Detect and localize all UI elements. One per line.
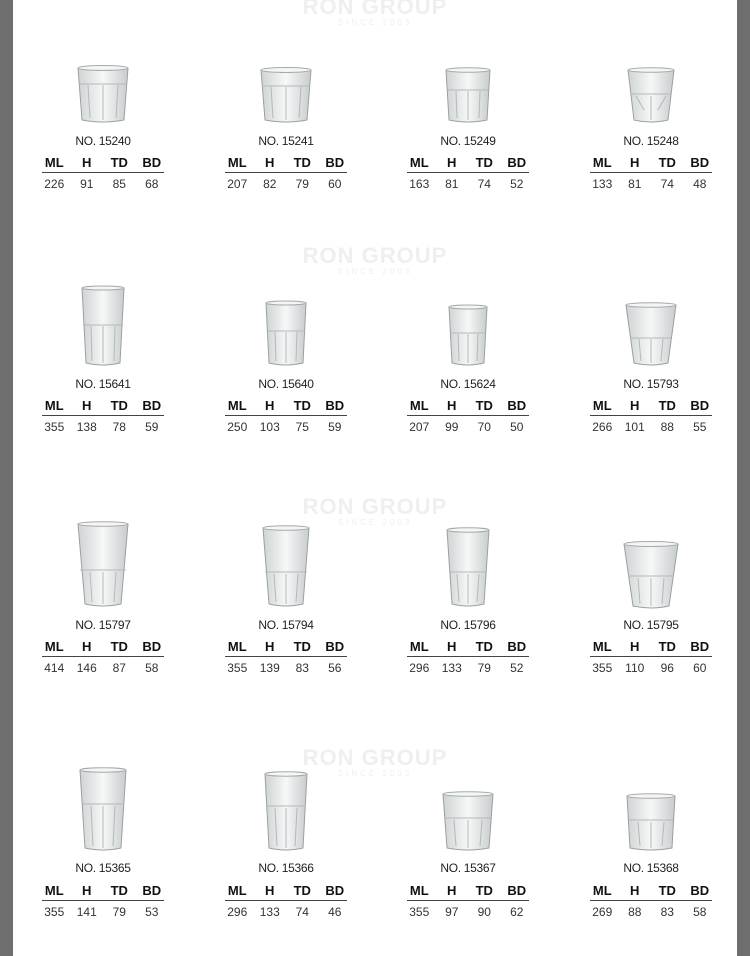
spec-table: ML H TD BD 414 146 87 58	[38, 639, 168, 675]
spec-table: ML H TD BD 133 81 74 48	[586, 155, 716, 191]
glass-image	[403, 283, 533, 373]
product-number: NO. 15796	[440, 618, 496, 632]
spec-table: ML H TD BD 163 81 74 52	[403, 155, 533, 191]
watermark: RON GROUP SINCE 2003	[302, 494, 448, 527]
spec-table: ML H TD BD 296 133 79 52	[403, 639, 533, 675]
spec-table: ML H TD BD 269 88 83 58	[586, 883, 716, 919]
glass-image	[403, 520, 533, 610]
product-number: NO. 15793	[623, 377, 679, 391]
watermark: RON GROUP SINCE 2003	[302, 243, 448, 276]
spec-table: ML H TD BD 355 110 96 60	[586, 639, 716, 675]
glass-image	[586, 766, 716, 856]
glass-image	[221, 766, 351, 856]
spec-table: ML H TD BD 296 133 74 46	[221, 883, 351, 919]
spec-table: ML H TD BD 355 138 78 59	[38, 398, 168, 434]
glass-image	[403, 766, 533, 856]
product-number: NO. 15795	[623, 618, 679, 632]
glass-image	[586, 50, 716, 140]
glass-image	[586, 520, 716, 610]
glass-image	[221, 520, 351, 610]
product-number: NO. 15624	[440, 377, 496, 391]
spec-table: ML H TD BD 355 139 83 56	[221, 639, 351, 675]
glass-image	[38, 50, 168, 140]
spec-table: ML H TD BD 207 99 70 50	[403, 398, 533, 434]
glass-image	[403, 50, 533, 140]
product-number: NO. 15248	[623, 134, 679, 148]
product-number: NO. 15641	[75, 377, 131, 391]
product-number: NO. 15640	[258, 377, 314, 391]
product-number: NO. 15241	[258, 134, 314, 148]
glass-image	[221, 50, 351, 140]
catalog-page	[13, 0, 737, 956]
spec-table: ML H TD BD 266 101 88 55	[586, 398, 716, 434]
glass-image	[38, 283, 168, 373]
product-number: NO. 15366	[258, 861, 314, 875]
spec-table: ML H TD BD 207 82 79 60	[221, 155, 351, 191]
watermark: RON GROUP SINCE 2003	[302, 745, 448, 778]
product-number: NO. 15797	[75, 618, 131, 632]
glass-image	[586, 283, 716, 373]
product-number: NO. 15249	[440, 134, 496, 148]
glass-image	[38, 766, 168, 856]
product-number: NO. 15367	[440, 861, 496, 875]
glass-image	[221, 283, 351, 373]
product-number: NO. 15365	[75, 861, 131, 875]
watermark: RON GROUP SINCE 2003	[302, 0, 448, 27]
spec-table: ML H TD BD 226 91 85 68	[38, 155, 168, 191]
product-number: NO. 15368	[623, 861, 679, 875]
spec-table: ML H TD BD 355 141 79 53	[38, 883, 168, 919]
spec-table: ML H TD BD 250 103 75 59	[221, 398, 351, 434]
product-number: NO. 15240	[75, 134, 131, 148]
spec-table: ML H TD BD 355 97 90 62	[403, 883, 533, 919]
glass-image	[38, 520, 168, 610]
product-number: NO. 15794	[258, 618, 314, 632]
